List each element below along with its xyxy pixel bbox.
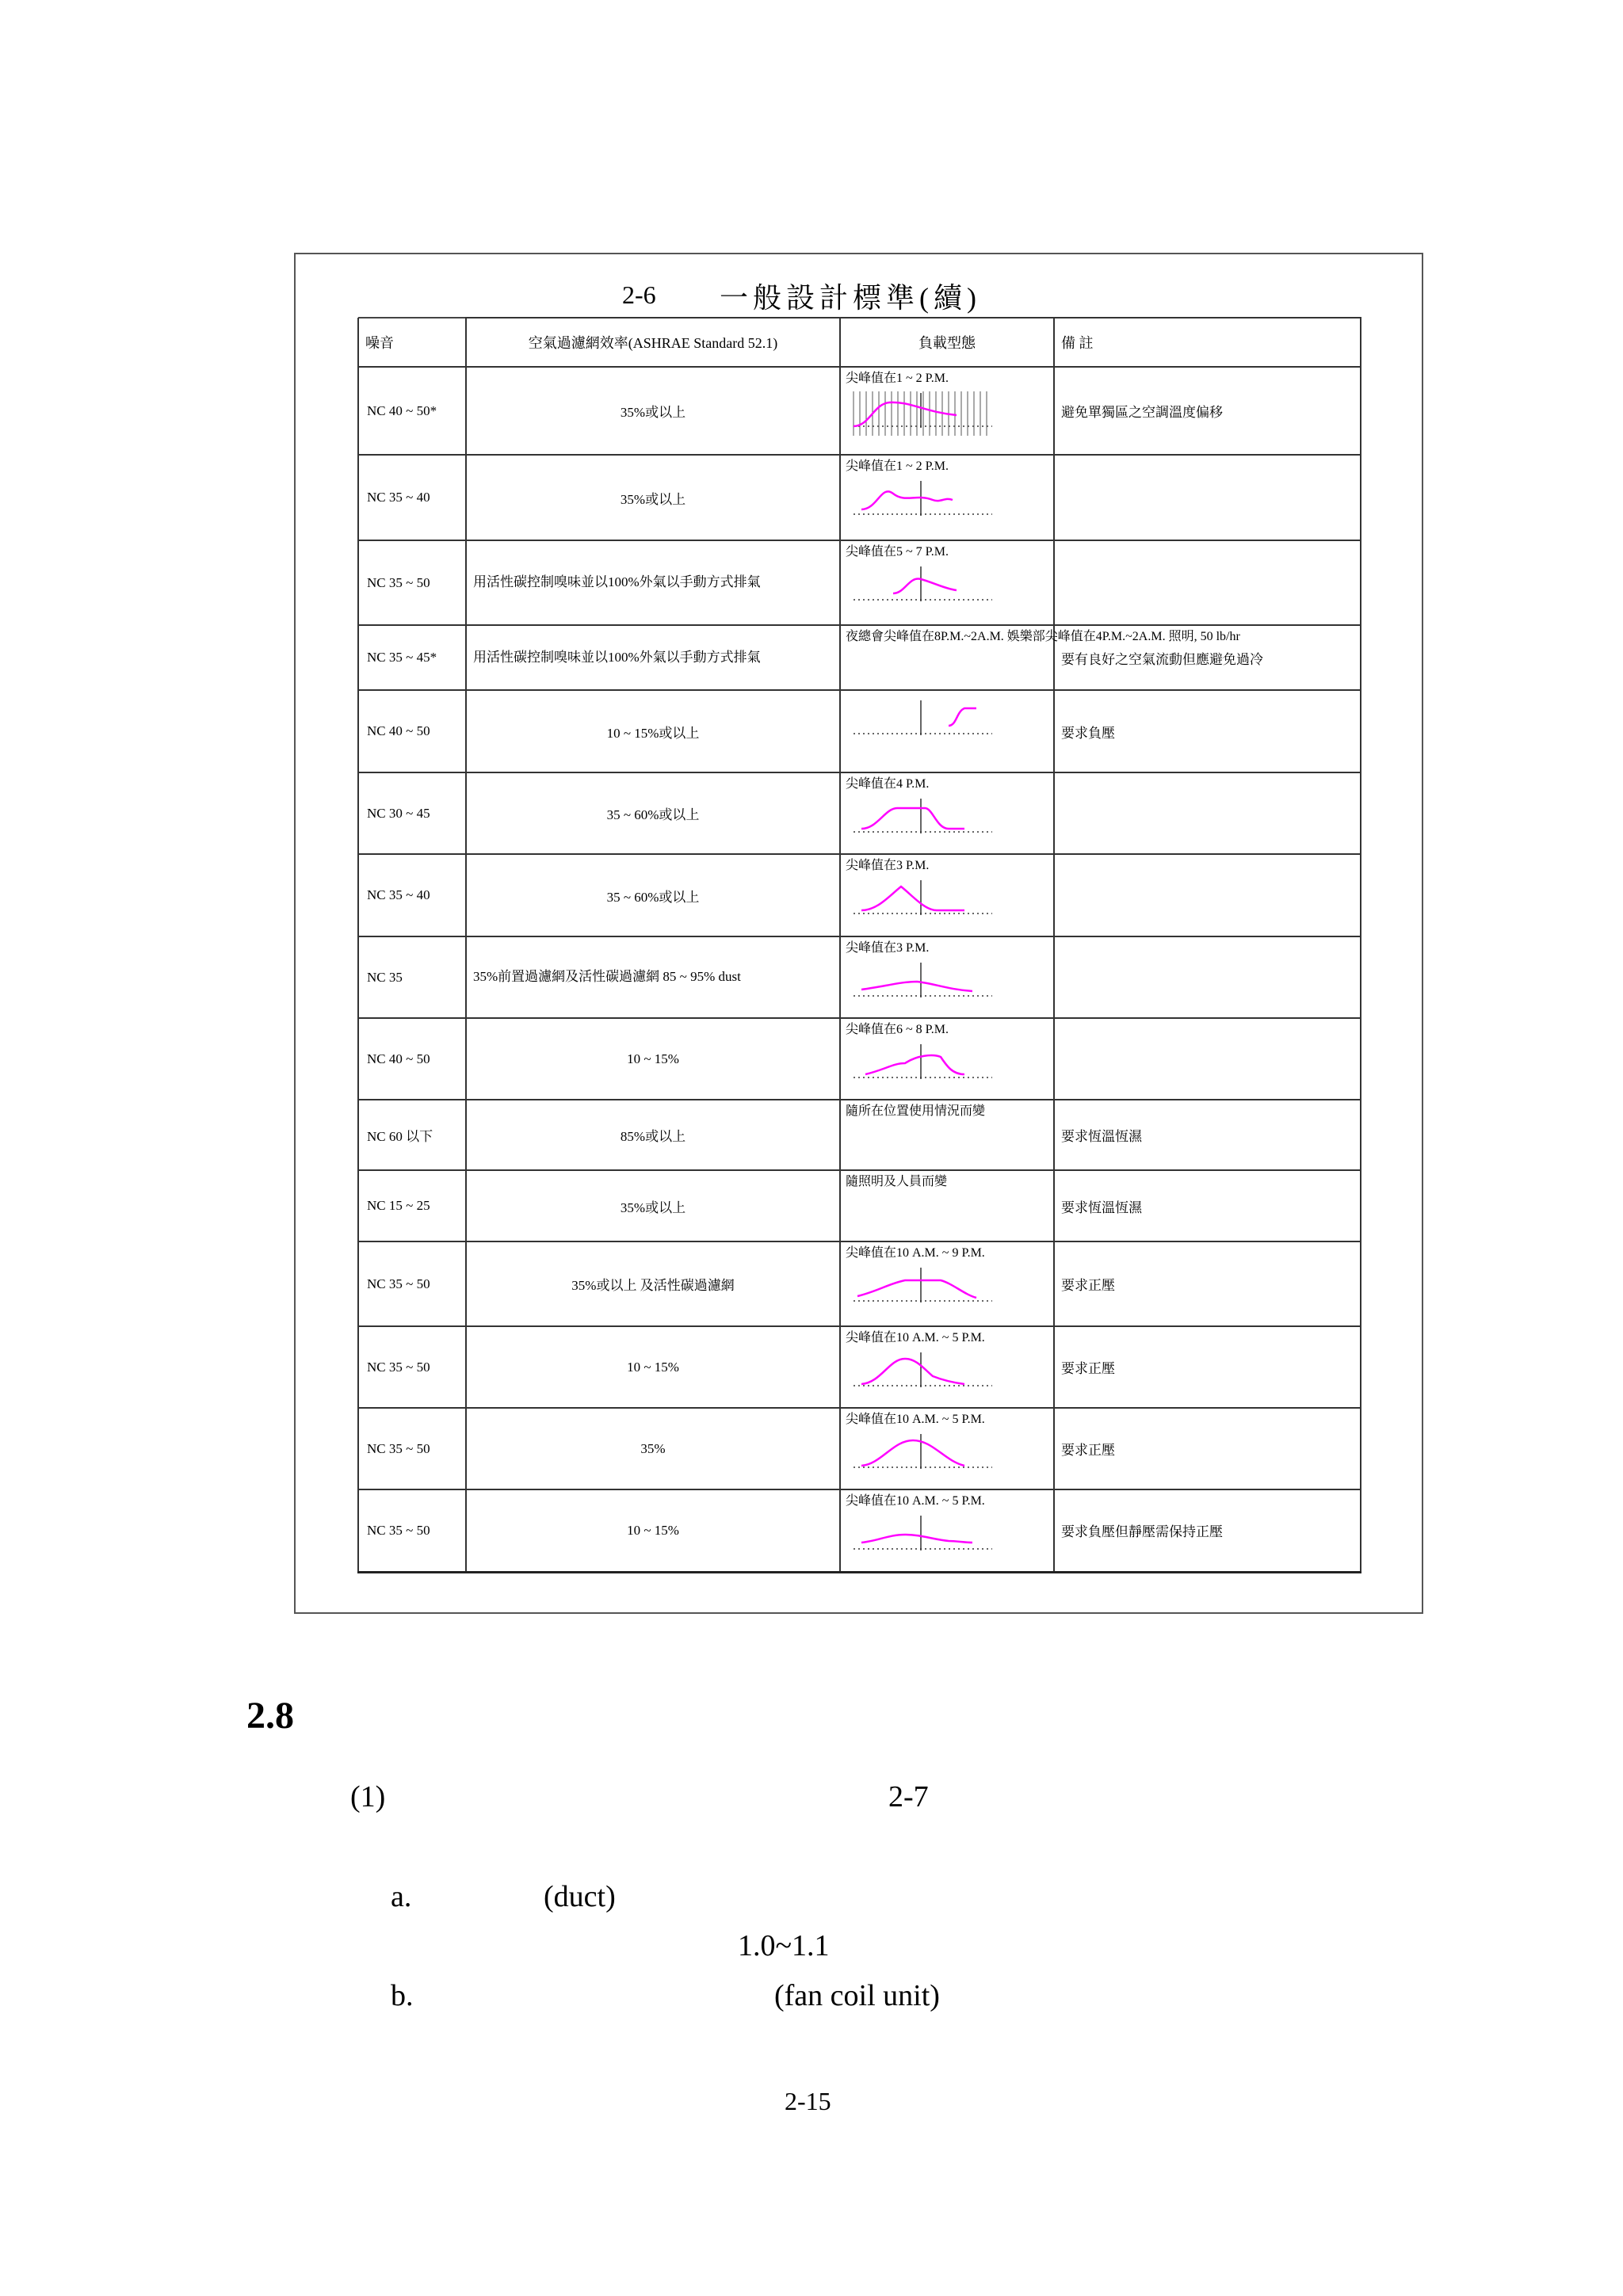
note-cell: 避免單獨區之空調溫度偏移 xyxy=(1054,367,1361,455)
header-filter: 空氣過濾網效率(ASHRAE Standard 52.1) xyxy=(466,318,840,367)
load-curve xyxy=(861,1359,964,1384)
load-profile-text: 尖峰值在4 P.M. xyxy=(846,777,930,791)
filter-cell: 10 ~ 15%或以上 xyxy=(466,690,840,772)
load-profile-cell xyxy=(840,1100,1054,1170)
filter-cell: 35%或以上 xyxy=(466,455,840,540)
note-cell: 要求恆溫恆濕 xyxy=(1054,1100,1361,1170)
load-profile-chart xyxy=(846,388,996,439)
noise-cell: NC 35 ~ 50 xyxy=(358,1408,466,1489)
load-curve xyxy=(861,887,964,910)
load-profile-cell xyxy=(840,1326,1054,1408)
item-a-label: a. xyxy=(391,1880,412,1913)
load-profile-chart xyxy=(846,794,996,835)
section-number: 2.8 xyxy=(246,1695,294,1737)
noise-cell: NC 35 ~ 50 xyxy=(358,1326,466,1408)
load-curve xyxy=(861,1535,972,1543)
filter-cell: 35%或以上 及活性碳過濾網 xyxy=(466,1241,840,1326)
load-curve xyxy=(949,708,976,726)
load-profile-cell xyxy=(840,1489,1054,1572)
filter-cell: 35 ~ 60%或以上 xyxy=(466,772,840,854)
load-profile-chart xyxy=(846,476,996,517)
load-profile-text: 尖峰值在1 ~ 2 P.M. xyxy=(846,372,949,385)
item-b-term: (fan coil unit) xyxy=(774,1979,940,2012)
load-profile-chart xyxy=(846,562,996,603)
table-figure xyxy=(294,253,1423,1614)
item-a-value: 1.0~1.1 xyxy=(738,1929,830,1962)
load-profile-chart xyxy=(846,696,996,737)
table-row xyxy=(358,540,1361,625)
note-cell: 要求正壓 xyxy=(1054,1408,1361,1489)
noise-cell: NC 40 ~ 50* xyxy=(358,367,466,455)
load-curve xyxy=(893,579,957,593)
table-row xyxy=(358,1100,1361,1170)
filter-cell: 35%或以上 xyxy=(466,367,840,455)
noise-cell: NC 40 ~ 50 xyxy=(358,1018,466,1100)
table-row xyxy=(358,1018,1361,1100)
noise-cell: NC 40 ~ 50 xyxy=(358,690,466,772)
load-profile-text: 尖峰值在1 ~ 2 P.M. xyxy=(846,460,949,473)
load-profile-chart xyxy=(846,1429,996,1470)
filter-cell: 10 ~ 15% xyxy=(466,1018,840,1100)
item1-figure-ref: 2-7 xyxy=(888,1780,929,1814)
load-profile-cell xyxy=(840,854,1054,936)
filter-cell: 85%或以上 xyxy=(466,1100,840,1170)
header-load: 負載型態 xyxy=(840,318,1054,367)
load-profile-text: 隨照明及人員而變 xyxy=(846,1175,948,1188)
load-profile-cell xyxy=(840,540,1054,625)
noise-cell: NC 30 ~ 45 xyxy=(358,772,466,854)
load-curve xyxy=(861,491,953,509)
filter-cell: 35% xyxy=(466,1408,840,1489)
table-row xyxy=(358,690,1361,772)
load-profile-text: 隨所在位置使用情況而變 xyxy=(846,1104,986,1118)
load-profile-text: 尖峰值在10 A.M. ~ 9 P.M. xyxy=(846,1246,985,1260)
noise-cell: NC 35 ~ 45* xyxy=(358,625,466,690)
load-profile-text: 尖峰值在10 A.M. ~ 5 P.M. xyxy=(846,1331,985,1344)
table-row xyxy=(358,1489,1361,1572)
note-cell xyxy=(1054,854,1361,936)
load-profile-cell xyxy=(840,1018,1054,1100)
load-profile-chart xyxy=(846,1039,996,1081)
load-profile-cell xyxy=(840,772,1054,854)
load-profile-chart xyxy=(846,1511,996,1552)
table-row xyxy=(358,625,1361,690)
filter-cell: 35%前置過濾網及活性碳過濾網 85 ~ 95% dust xyxy=(466,936,840,1018)
table-row xyxy=(358,772,1361,854)
load-curve xyxy=(854,402,957,426)
load-profile-cell xyxy=(840,936,1054,1018)
load-profile-cell xyxy=(840,455,1054,540)
table-row xyxy=(358,1241,1361,1326)
table-row xyxy=(358,936,1361,1018)
design-standards-table xyxy=(357,317,1361,1573)
filter-cell: 用活性碳控制嗅味並以100%外氣以手動方式排氣 xyxy=(466,540,840,625)
note-cell: 要求正壓 xyxy=(1054,1326,1361,1408)
load-curve xyxy=(865,1055,964,1074)
filter-cell: 10 ~ 15% xyxy=(466,1326,840,1408)
note-cell xyxy=(1054,936,1361,1018)
load-profile-text: 尖峰值在6 ~ 8 P.M. xyxy=(846,1023,949,1036)
load-curve xyxy=(861,982,972,991)
noise-cell: NC 35 xyxy=(358,936,466,1018)
noise-cell: NC 15 ~ 25 xyxy=(358,1170,466,1241)
noise-cell: NC 35 ~ 40 xyxy=(358,455,466,540)
noise-cell: NC 35 ~ 50 xyxy=(358,540,466,625)
load-profile-chart xyxy=(846,958,996,999)
note-cell xyxy=(1054,1018,1361,1100)
load-profile-text: 尖峰值在3 P.M. xyxy=(846,859,930,872)
load-profile-text: 尖峰值在10 A.M. ~ 5 P.M. xyxy=(846,1413,985,1426)
note-cell xyxy=(1054,772,1361,854)
load-curve xyxy=(857,1280,976,1298)
load-profile-cell xyxy=(840,1170,1054,1241)
header-noise: 噪音 xyxy=(358,318,466,367)
load-profile-cell xyxy=(840,367,1054,455)
noise-cell: NC 35 ~ 40 xyxy=(358,854,466,936)
noise-cell: NC 35 ~ 50 xyxy=(358,1241,466,1326)
load-curve xyxy=(861,808,964,829)
note-cell: 要有良好之空氣流動但應避免過冷 xyxy=(1054,625,1361,690)
item-a-term: (duct) xyxy=(544,1880,616,1913)
filter-cell: 用活性碳控制嗅味並以100%外氣以手動方式排氣 xyxy=(466,625,840,690)
table-title: 一般設計標準(續) xyxy=(720,282,981,314)
table-number: 2-6 xyxy=(622,280,656,309)
noise-cell: NC 35 ~ 50 xyxy=(358,1489,466,1572)
note-cell: 要求恆溫恆濕 xyxy=(1054,1170,1361,1241)
load-profile-cell xyxy=(840,690,1054,772)
note-cell xyxy=(1054,455,1361,540)
load-profile-text: 夜總會尖峰值在8P.M.~2A.M. 娛樂部尖峰值在4P.M.~2A.M. 照明, 50 lb/hr xyxy=(846,630,1240,643)
note-cell: 要求負壓 xyxy=(1054,690,1361,772)
table-row xyxy=(358,1326,1361,1408)
table-row xyxy=(358,1170,1361,1241)
item1-label: (1) xyxy=(350,1780,386,1814)
load-profile-text: 尖峰值在10 A.M. ~ 5 P.M. xyxy=(846,1494,985,1508)
load-profile-cell xyxy=(840,1408,1054,1489)
table-row xyxy=(358,455,1361,540)
noise-cell: NC 60 以下 xyxy=(358,1100,466,1170)
load-curve xyxy=(861,1440,964,1466)
note-cell: 要求正壓 xyxy=(1054,1241,1361,1326)
filter-cell: 35 ~ 60%或以上 xyxy=(466,854,840,936)
header-note: 備 註 xyxy=(1054,318,1361,367)
item-b-label: b. xyxy=(391,1979,414,2012)
table-row xyxy=(358,854,1361,936)
table-row xyxy=(358,1408,1361,1489)
filter-cell: 35%或以上 xyxy=(466,1170,840,1241)
load-profile-text: 尖峰值在5 ~ 7 P.M. xyxy=(846,545,949,559)
table-row xyxy=(358,367,1361,455)
note-cell xyxy=(1054,540,1361,625)
load-profile-cell xyxy=(840,1241,1054,1326)
load-profile-text: 尖峰值在3 P.M. xyxy=(846,941,930,955)
table-header-row xyxy=(358,318,1361,367)
page-number: 2-15 xyxy=(785,2087,831,2115)
load-profile-chart xyxy=(846,1348,996,1389)
note-cell: 要求負壓但靜壓需保持正壓 xyxy=(1054,1489,1361,1572)
load-profile-chart xyxy=(846,1263,996,1304)
load-profile-chart xyxy=(846,875,996,917)
filter-cell: 10 ~ 15% xyxy=(466,1489,840,1572)
